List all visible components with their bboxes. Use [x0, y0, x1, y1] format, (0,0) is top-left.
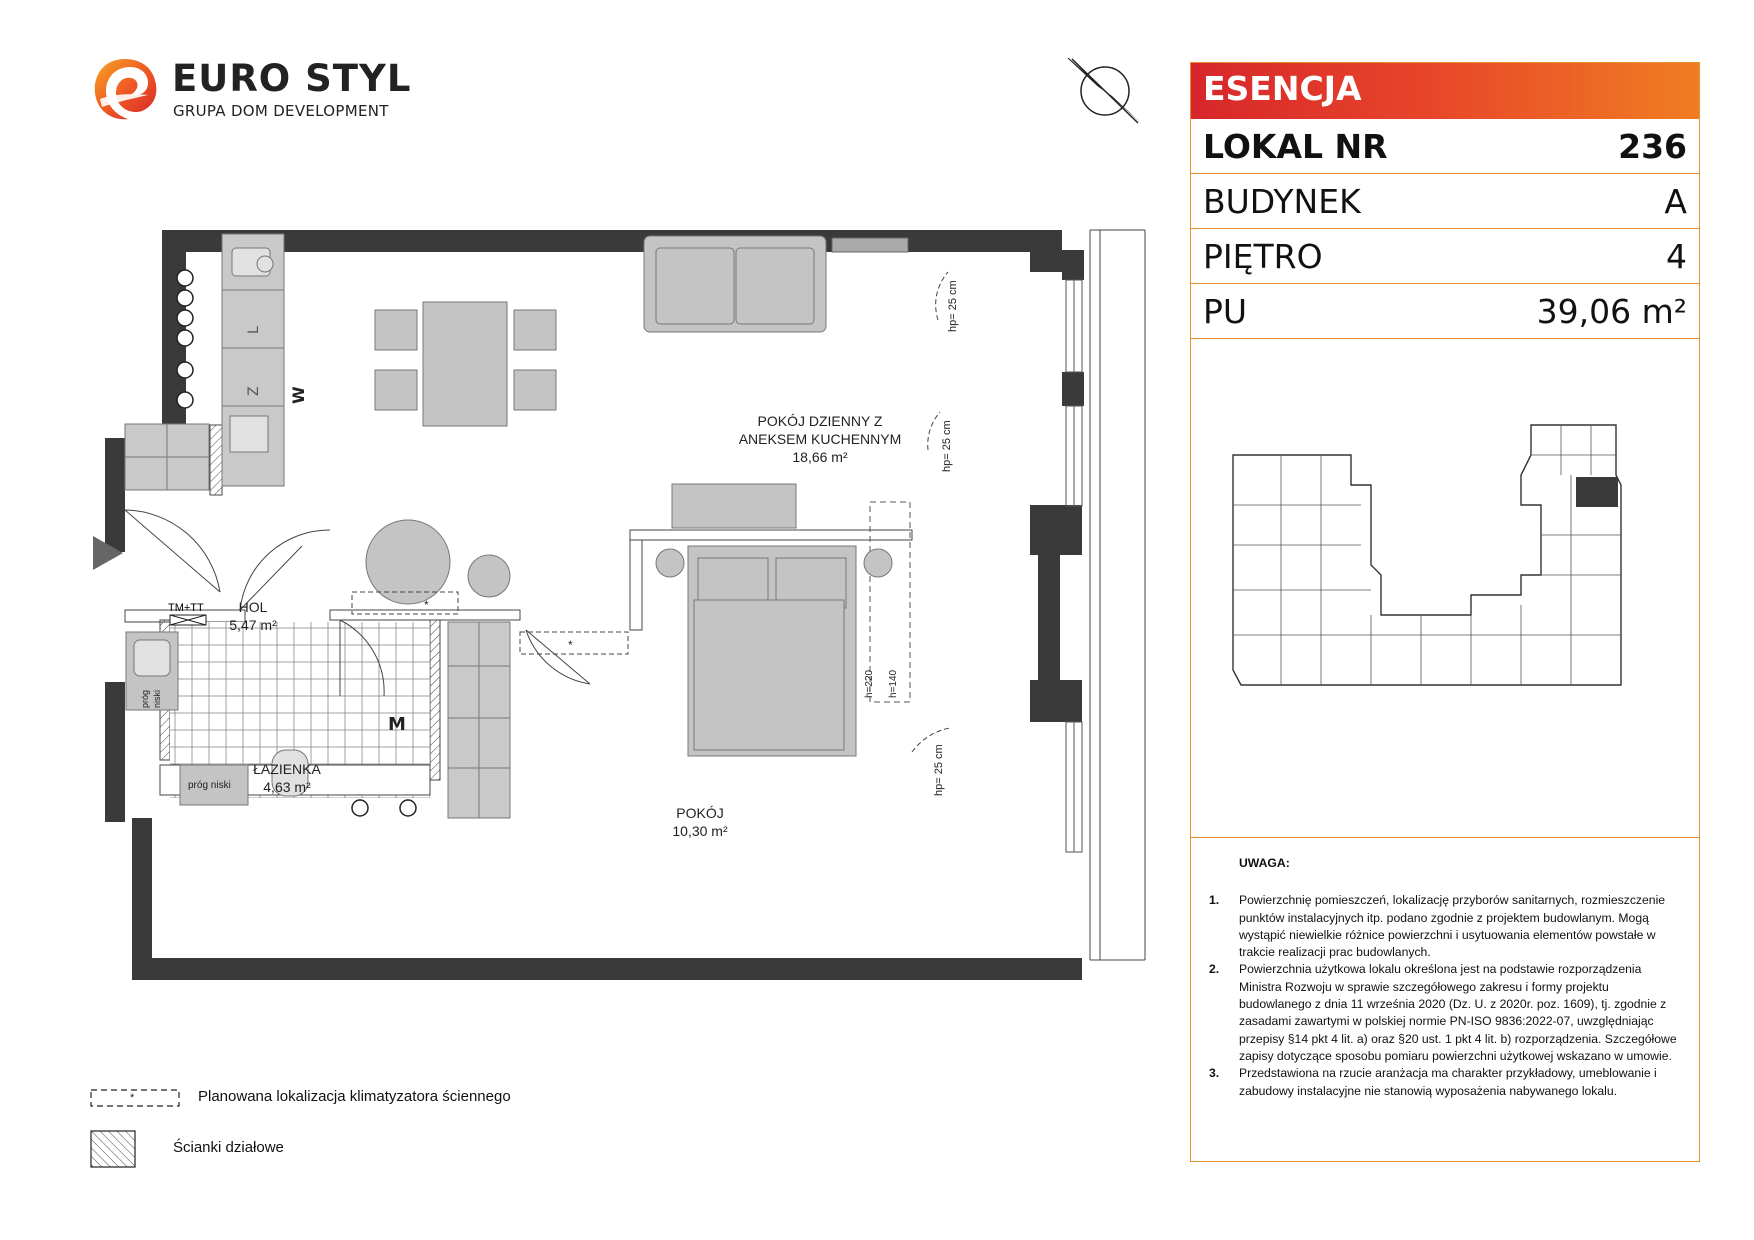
- note-3-num: 3.: [1209, 1066, 1220, 1081]
- building-key-plan: [1221, 415, 1671, 715]
- wardrobe: [448, 622, 510, 818]
- row-pietro-value: 4: [1666, 237, 1687, 276]
- label-tm-tt: TM+TT: [168, 602, 204, 614]
- highlighted-unit: [1576, 477, 1618, 507]
- legend-walls-text: Ścianki działowe: [173, 1139, 284, 1156]
- legend-ac-text: Planowana lokalizacja klimatyzatora ściennego: [198, 1088, 511, 1105]
- note-3-text: Przedstawiona na rzucie aranżacja ma charakter przykładowy, umeblowanie i zabudowy instalacyjne nie stanowią wyposażenia nabywanego lokalu.: [1239, 1066, 1657, 1098]
- tv-stand: [672, 484, 796, 528]
- note-2-num: 2.: [1209, 962, 1220, 977]
- note-1-num: 1.: [1209, 893, 1220, 908]
- row-lokal-value: 236: [1618, 127, 1687, 166]
- armchair: [366, 520, 510, 604]
- label-ac-mark-1: *: [424, 598, 429, 612]
- investment-header: [1191, 63, 1699, 119]
- row-budynek-label: BUDYNEK: [1203, 182, 1361, 221]
- label-h220: h=220: [864, 669, 875, 698]
- note-1-text: Powierzchnię pomieszczeń, lokalizację przyborów sanitarnych, rozmieszczenie punktów instalacyjnych itp. podano zgodnie z projektem budowlanym. Mogą wystąpić niewielkie różnice powierzchni i usytuowania elementów powstałe w trakcie realizacji prac budowlanych.: [1239, 893, 1666, 960]
- radiator: [832, 238, 908, 252]
- sofa: [644, 236, 826, 332]
- north-arrow-icon: [1062, 56, 1148, 126]
- note-2-text: Powierzchnia użytkowa lokalu określona jest na podstawie rozporządzenia Ministra Rozwoju w sprawie szczegółowego zakresu i formy projektu budowlanego z dnia 11 września 2020 (Dz. U. z 2020r. poz. 1609), tj. zgodnie z zasadami zawartymi w polskiej normie PN-ISO 9836:2022-07, uwzględniając przepisy §14 pkt 4 lit. a) oraz §20 ust. 1 pkt 4 lit. b) rozporządzenia. Szczegółowe zapisy dotyczące sposobu pomiaru powierzchni użytkowej wskazano w umowie.: [1239, 962, 1677, 1063]
- legend-walls-icon: [90, 1130, 138, 1170]
- balcony-outline: [1090, 230, 1145, 960]
- room-living-name-2: ANEKSEM KUCHENNYM: [738, 431, 902, 447]
- label-prog-2: niski: [152, 689, 162, 708]
- notes-title: UWAGA:: [1239, 856, 1290, 870]
- label-ac-mark-2: *: [568, 638, 573, 652]
- svg-text:*: *: [130, 1092, 135, 1104]
- logo-swirl-icon: [90, 55, 160, 125]
- row-pu-label: PU: [1203, 292, 1248, 331]
- row-budynek: [1191, 174, 1699, 229]
- note-2: [1209, 961, 1679, 1065]
- room-bathroom-area: 4,63 m²: [263, 779, 311, 795]
- room-hall: [213, 598, 293, 634]
- label-prog-niski-bathroom: próg niski: [188, 780, 231, 791]
- row-pietro-label: PIĘTRO: [1203, 237, 1323, 276]
- kitchen-counter: [125, 234, 284, 490]
- note-3: [1209, 1065, 1679, 1100]
- label-hp-3: hp= 25 cm: [933, 744, 945, 796]
- logo-brand: EURO STYL: [172, 57, 412, 100]
- bed: [656, 546, 892, 756]
- room-hall-area: 5,47 m²: [229, 617, 277, 633]
- row-pu: [1191, 284, 1699, 339]
- label-meter-z: Z: [246, 386, 262, 396]
- row-budynek-value: A: [1664, 182, 1687, 221]
- label-meter-l: L: [246, 326, 262, 334]
- label-hp-2: hp= 25 cm: [941, 420, 953, 472]
- investment-name: ESENCJA: [1203, 69, 1362, 108]
- legend-ac-icon: [90, 1087, 182, 1111]
- row-pietro: [1191, 229, 1699, 284]
- room-bedroom-area: 10,30 m²: [672, 823, 728, 839]
- logo-subtitle: GRUPA DOM DEVELOPMENT: [173, 102, 389, 120]
- room-bathroom: [237, 760, 337, 796]
- eurostyl-logo: [90, 55, 420, 125]
- room-bathroom-name: ŁAZIENKA: [253, 761, 321, 777]
- room-living: [720, 412, 920, 466]
- note-1: [1209, 892, 1679, 961]
- room-living-area: 18,66 m²: [792, 449, 848, 465]
- row-pu-value: 39,06 m²: [1536, 292, 1687, 331]
- room-living-name-1: POKÓJ DZIENNY Z: [757, 413, 883, 429]
- info-panel: [1190, 62, 1700, 1162]
- room-bedroom-name: POKÓJ: [676, 805, 724, 821]
- label-meter-w: W: [289, 386, 308, 404]
- row-lokal-label: LOKAL NR: [1203, 127, 1388, 166]
- panel-divider: [1191, 837, 1699, 838]
- dining-set: [375, 302, 556, 426]
- row-lokal: [1191, 119, 1699, 174]
- room-bedroom: [655, 804, 745, 840]
- notes: [1209, 855, 1679, 1100]
- room-hall-name: HOL: [238, 599, 268, 615]
- label-h140: h=140: [888, 669, 899, 698]
- label-hp-1: hp= 25 cm: [947, 280, 959, 332]
- windows: [1066, 280, 1082, 852]
- label-prog-1: próg: [140, 689, 150, 708]
- label-meter-m: M: [388, 714, 406, 735]
